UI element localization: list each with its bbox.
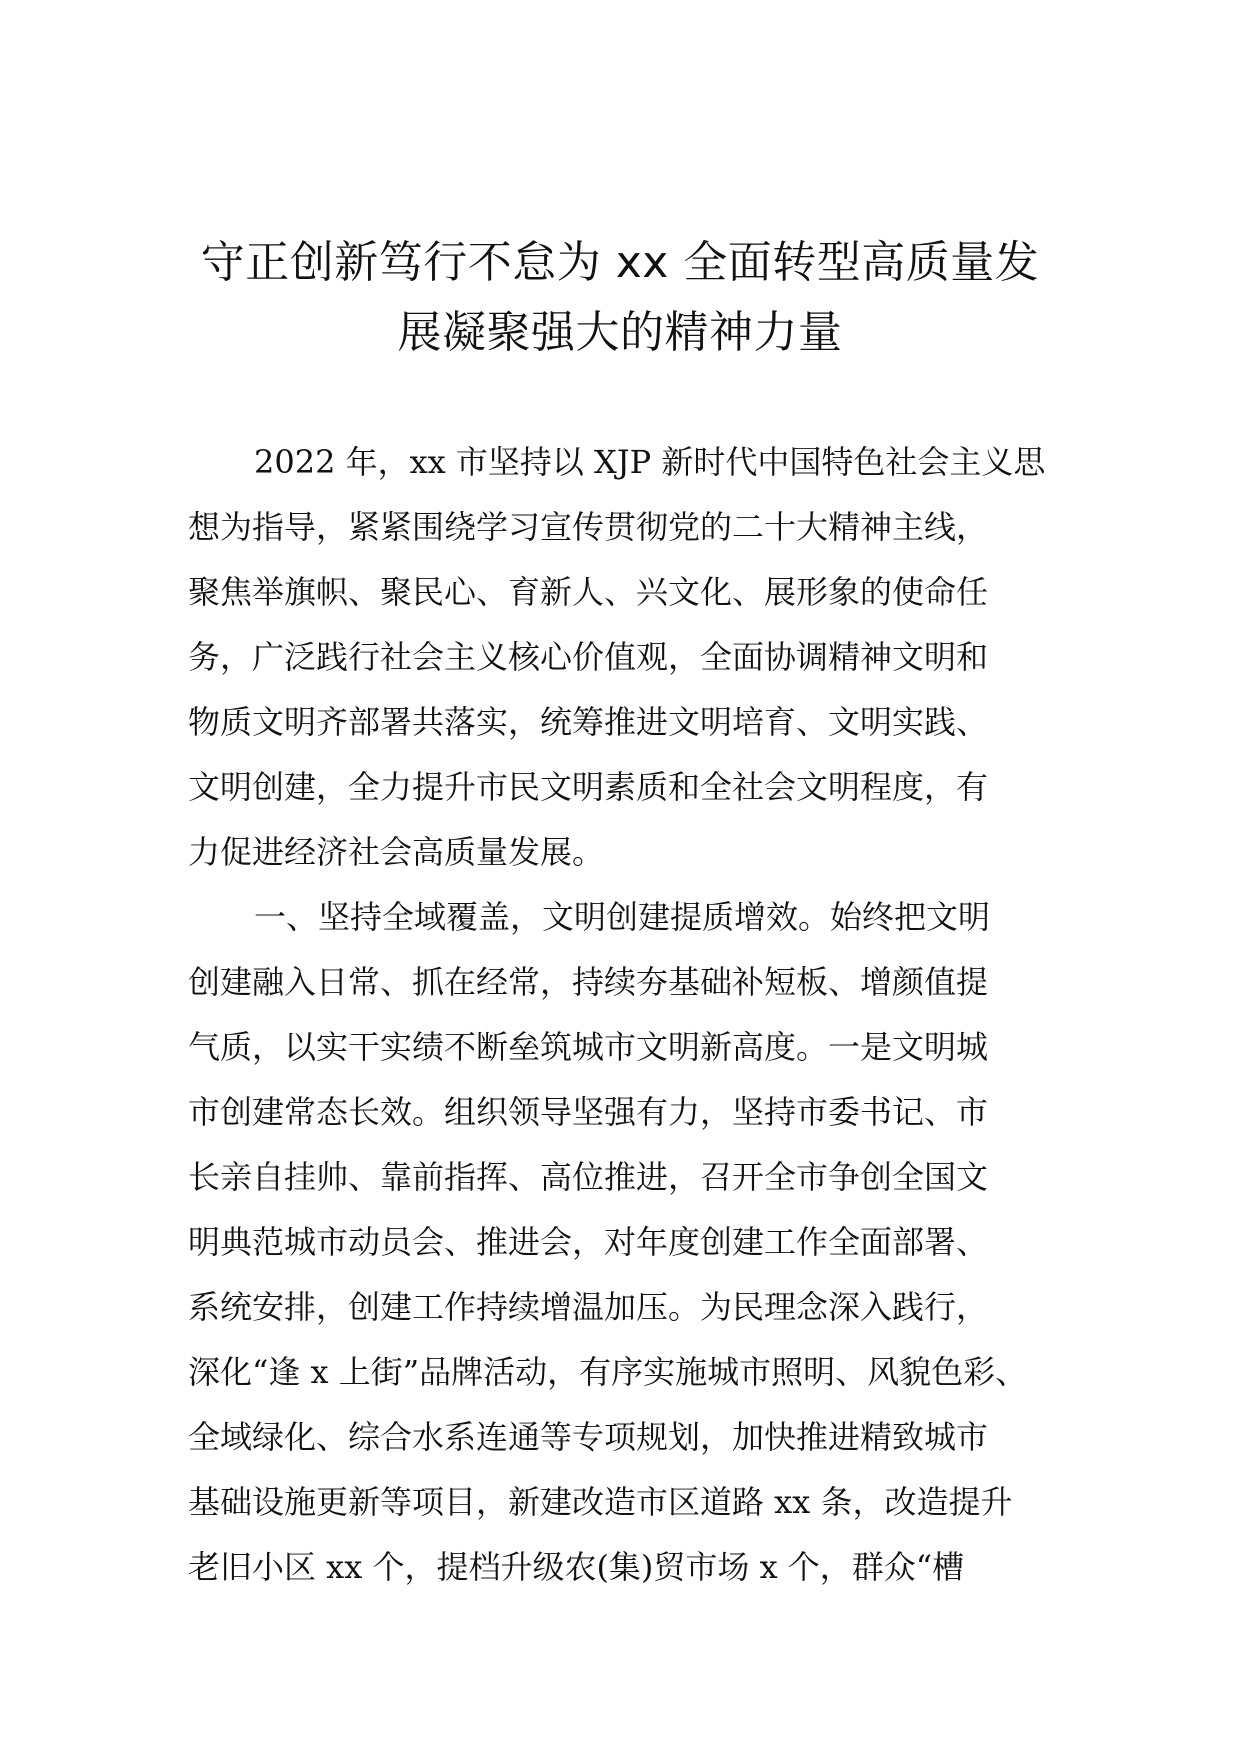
paragraph-1-line-7: 力促进经济社会高质量发展。 <box>188 833 605 871</box>
paragraph-2-line-7: 系统安排，创建工作持续增温加压。为民理念深入践行， <box>188 1288 989 1326</box>
paragraph-2-line-1: 一、坚持全域覆盖，文明创建提质增效。始终把文明 <box>254 898 991 936</box>
title-line-1: 守正创新笃行不怠为 xx 全面转型高质量发 <box>200 237 1040 288</box>
paragraph-2-line-10: 基础设施更新等项目，新建改造市区道路 xx 条，改造提升 <box>188 1483 1013 1521</box>
title-line-2: 展凝聚强大的精神力量 <box>397 307 843 358</box>
paragraph-2-line-3: 气质，以实干实绩不断垒筑城市文明新高度。一是文明城 <box>188 1028 989 1066</box>
document-title <box>150 228 1090 368</box>
paragraph-1-line-5: 物质文明齐部署共落实，统筹推进文明培育、文明实践、 <box>188 703 989 741</box>
paragraph-2-line-8: 深化“逢 x 上街”品牌活动，有序实施城市照明、风貌色彩、 <box>188 1353 1028 1391</box>
paragraph-1-line-3: 聚焦举旗帜、聚民心、育新人、兴文化、展形象的使命任 <box>188 573 989 611</box>
paragraph-1-line-2: 想为指导，紧紧围绕学习宣传贯彻党的二十大精神主线， <box>188 508 989 546</box>
document-body <box>188 430 1088 1600</box>
paragraph-1-line-6: 文明创建，全力提升市民文明素质和全社会文明程度，有 <box>188 768 989 806</box>
paragraph-2-line-2: 创建融入日常、抓在经常，持续夯基础补短板、增颜值提 <box>188 963 989 1001</box>
paragraph-2-line-4: 市创建常态长效。组织领导坚强有力，坚持市委书记、市 <box>188 1093 989 1131</box>
paragraph-2-line-9: 全域绿化、综合水系连通等专项规划，加快推进精致城市 <box>188 1418 989 1456</box>
paragraph-2-line-11: 老旧小区 xx 个，提档升级农(集)贸市场 x 个，群众“槽 <box>188 1548 965 1586</box>
paragraph-2-line-5: 长亲自挂帅、靠前指挥、高位推进，召开全市争创全国文 <box>188 1158 989 1196</box>
paragraph-2-line-6: 明典范城市动员会、推进会，对年度创建工作全面部署、 <box>188 1223 989 1261</box>
paragraph-1-line-4: 务，广泛践行社会主义核心价值观，全面协调精神文明和 <box>188 638 989 676</box>
paragraph-1-line-1: 2022 年，xx 市坚持以 XJP 新时代中国特色社会主义思 <box>254 443 1046 481</box>
